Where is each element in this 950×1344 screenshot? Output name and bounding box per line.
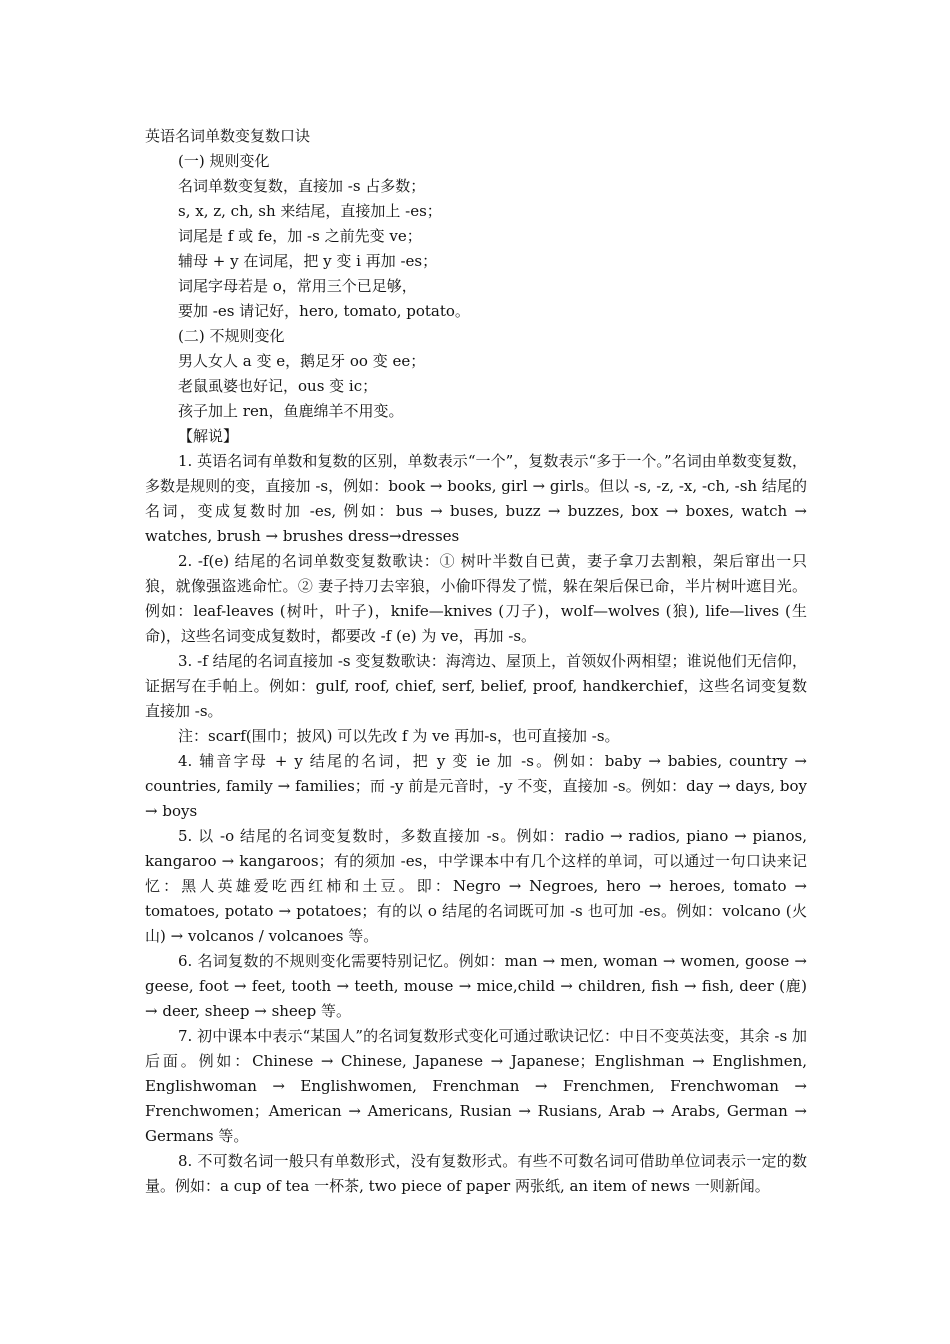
section-heading-regular: (一) 规则变化 xyxy=(178,152,270,170)
explanation-paragraph: 2. -f(e) 结尾的名词单数变复数歌诀：① 树叶半数自已黄，妻子拿刀去割粮，架后窜出一只狼，就像强盗逃命忙。② 妻子持刀去宰狼，小偷吓得发了慌，躲在架后保已命，半片树叶遮目光。例如：leaf-leaves (树叶，叶子)，knife—knives (刀子)，wolf—wolves (狼), life—lives (生命)，这些名词变成复数时，都要改 -f (e) 为 ve，再加 -s。 xyxy=(145,552,807,645)
explanation-paragraph: 5. 以 -o 结尾的名词变复数时，多数直接加 -s。例如：radio → radios, piano → pianos, kangaroo → kangaroos；有的须加 -es，中学课本中有几个这样的单词，可以通过一句口诀来记忆：黑人英雄爱吃西红柿和土豆。即：Negro → Negroes, hero → heroes, tomato → tomatoes, potato → potatoes；有的以 o 结尾的名词既可加 -s 也可加 -es。例如：volcano (火山) → volcanos / volcanoes 等。 xyxy=(145,827,807,945)
section-heading-irregular: (二) 不规则变化 xyxy=(178,327,285,345)
explanation-paragraph: 3. -f 结尾的名词直接加 -s 变复数歌诀：海湾边、屋顶上，首领奴仆两相望；谁说他们无信仰，证据写在手帕上。例如：gulf, roof, chief, serf, belief, proof, handkerchief，这些名词变复数直接加 -s。 xyxy=(145,652,807,720)
rhyme-line: 要加 -es 请记好，hero, tomato, potato。 xyxy=(178,302,470,320)
explanation-paragraph: 4. 辅音字母 + y 结尾的名词，把 y 变 ie 加 -s。例如：baby → babies, country → countries, family → families；而 -y 前是元音时，-y 不变，直接加 -s。例如：day → days, boy → boys xyxy=(145,752,807,820)
rhyme-line: 辅母 + y 在词尾，把 y 变 i 再加 -es； xyxy=(178,252,438,270)
explanation-paragraph: 1. 英语名词有单数和复数的区别，单数表示“一个”，复数表示“多于一个。”名词由单数变复数，多数是规则的变，直接加 -s，例如：book → books, girl → girls。但以 -s, -z, -x, -ch, -sh 结尾的名词，变成复数时加 -es, 例如：bus → buses, buzz → buzzes, box → boxes, watch → watches, brush → brushes dress→dresses xyxy=(145,452,807,545)
rhyme-line: 名词单数变复数，直接加 -s 占多数； xyxy=(178,177,426,195)
rhyme-line: 词尾是 f 或 fe，加 -s 之前先变 ve； xyxy=(178,227,422,245)
rhyme-line: 孩子加上 ren，鱼鹿绵羊不用变。 xyxy=(178,402,404,420)
rhyme-line: 男人女人 a 变 e，鹅足牙 oo 变 ee； xyxy=(178,352,426,370)
explanation-paragraph: 7. 初中课本中表示“某国人”的名词复数形式变化可通过歌诀记忆：中日不变英法变，其余 -s 加后面。例如：Chinese → Chinese, Japanese → Japanese；Englishman → Englishmen, Englishwoman → Englishwomen, Frenchman → Frenchmen, Frenchwoman → Frenchwomen；American → Americans, Rusian → Rusians, Arab → Arabs, German → Germans 等。 xyxy=(145,1027,807,1145)
explanation-paragraph: 6. 名词复数的不规则变化需要特别记忆。例如：man → men, woman → women, goose → geese, foot → feet, tooth → teeth, mouse → mice,child → children, fish → fish, deer (鹿) → deer, sheep → sheep 等。 xyxy=(145,952,807,1020)
rhyme-line: s, x, z, ch, sh 来结尾，直接加上 -es； xyxy=(178,202,442,220)
explanation-paragraph: 8. 不可数名词一般只有单数形式，没有复数形式。有些不可数名词可借助单位词表示一定的数量。例如：a cup of tea 一杯茶, two piece of paper 两张纸, an item of news 一则新闻。 xyxy=(145,1152,807,1195)
rhyme-line: 词尾字母若是 o，常用三个已足够， xyxy=(178,277,417,295)
rhyme-line: 老鼠虱婆也好记，ous 变 ic； xyxy=(178,377,378,395)
document-title: 英语名词单数变复数口诀 xyxy=(145,127,311,145)
explanation-note: 注：scarf(围巾；披风) 可以先改 f 为 ve 再加-s，也可直接加 -s。 xyxy=(178,727,620,745)
document-page xyxy=(145,124,807,1199)
explanation-heading: 【解说】 xyxy=(178,427,239,445)
